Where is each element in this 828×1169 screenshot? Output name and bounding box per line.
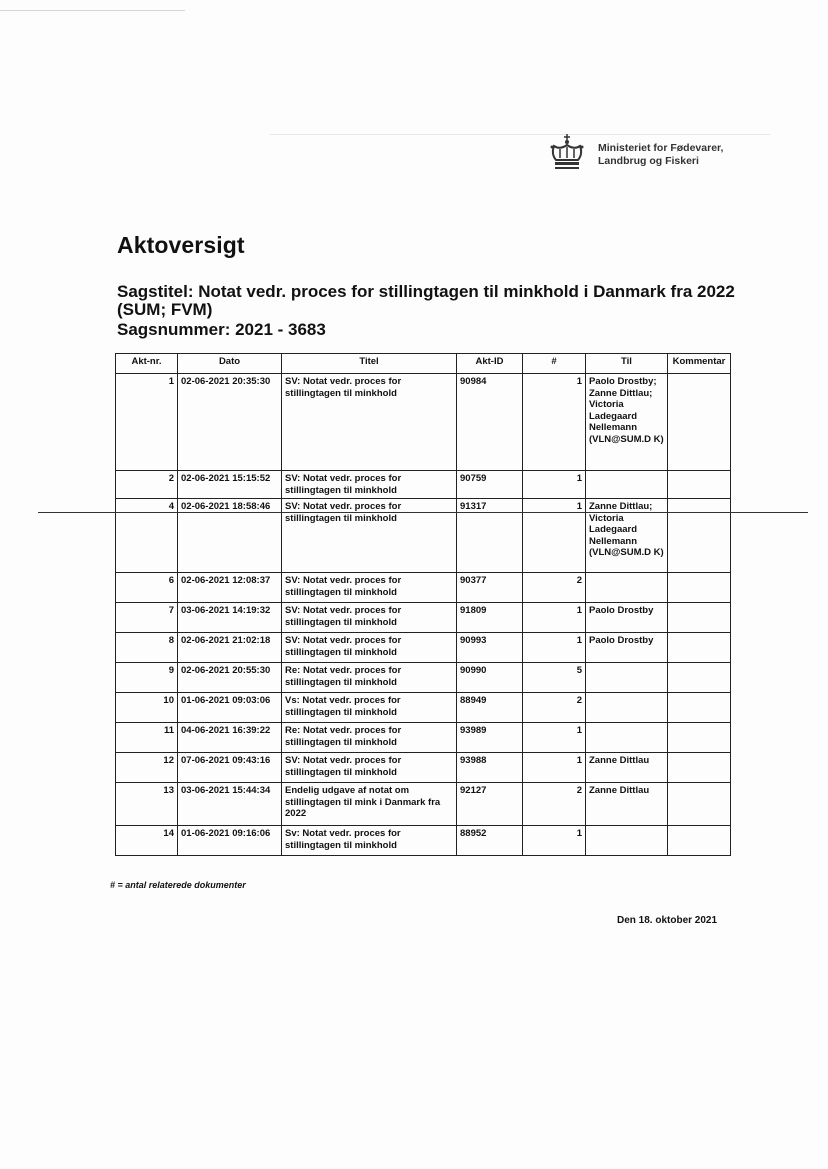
col-header-dato: Dato xyxy=(178,354,282,374)
cell-akt-nr: 8 xyxy=(116,633,178,663)
cell-kommentar xyxy=(668,723,731,753)
cell-akt-nr: 11 xyxy=(116,723,178,753)
cell-til: Zanne Dittlau xyxy=(586,783,668,826)
cell-dato: 02-06-2021 20:35:30 xyxy=(178,374,282,471)
cell-til xyxy=(586,471,668,499)
cell-antal: 1 xyxy=(523,633,586,663)
table-row xyxy=(116,499,731,573)
cell-akt-nr: 6 xyxy=(116,573,178,603)
cell-titel: SV: Notat vedr. proces for stillingtagen til minkhold xyxy=(282,603,457,633)
table-row xyxy=(116,471,731,499)
ministry-name xyxy=(598,142,723,168)
cell-titel: SV: Notat vedr. proces for stillingtagen til minkhold xyxy=(282,471,457,499)
cell-dato: 02-06-2021 20:55:30 xyxy=(178,663,282,693)
cell-kommentar xyxy=(668,374,731,471)
table-row xyxy=(116,633,731,663)
col-header-akt-nr: Akt-nr. xyxy=(116,354,178,374)
table-row xyxy=(116,603,731,633)
col-header-akt-id: Akt-ID xyxy=(457,354,523,374)
page-title: Aktoversigt xyxy=(117,232,245,258)
cell-antal: 1 xyxy=(523,753,586,783)
cell-akt-id: 90984 xyxy=(457,374,523,471)
cell-til xyxy=(586,723,668,753)
cell-til xyxy=(586,693,668,723)
cell-akt-nr: 4 xyxy=(116,499,178,573)
cell-kommentar xyxy=(668,499,731,573)
document-date: Den 18. oktober 2021 xyxy=(617,915,718,926)
acts-table xyxy=(115,353,731,856)
cell-dato: 04-06-2021 16:39:22 xyxy=(178,723,282,753)
cell-antal: 2 xyxy=(523,783,586,826)
cell-akt-id: 92127 xyxy=(457,783,523,826)
cell-kommentar xyxy=(668,603,731,633)
cell-akt-id: 90759 xyxy=(457,471,523,499)
cell-titel: Re: Notat vedr. proces for stillingtagen til minkhold xyxy=(282,723,457,753)
cell-titel: Re: Notat vedr. proces for stillingtagen til minkhold xyxy=(282,663,457,693)
col-header-til: Til xyxy=(586,354,668,374)
table-row xyxy=(116,753,731,783)
table-row xyxy=(116,723,731,753)
col-header-antal: # xyxy=(523,354,586,374)
cell-titel: SV: Notat vedr. proces for stillingtagen til minkhold xyxy=(282,374,457,471)
cell-akt-nr: 12 xyxy=(116,753,178,783)
table-row xyxy=(116,573,731,603)
cell-kommentar xyxy=(668,633,731,663)
cell-akt-nr: 9 xyxy=(116,663,178,693)
cell-akt-nr: 7 xyxy=(116,603,178,633)
ministry-line-2: Landbrug og Fiskeri xyxy=(598,155,699,167)
cell-dato: 02-06-2021 18:58:46 xyxy=(178,499,282,573)
cell-titel: SV: Notat vedr. proces for stillingtagen til minkhold xyxy=(282,499,457,573)
cell-dato: 02-06-2021 15:15:52 xyxy=(178,471,282,499)
cell-kommentar xyxy=(668,573,731,603)
case-number: Sagsnummer: 2021 - 3683 xyxy=(117,320,326,339)
cell-dato: 01-06-2021 09:16:06 xyxy=(178,826,282,856)
cell-akt-nr: 13 xyxy=(116,783,178,826)
cell-til: Paolo Drostby xyxy=(586,633,668,663)
cell-antal: 2 xyxy=(523,693,586,723)
cell-antal: 1 xyxy=(523,471,586,499)
cell-til xyxy=(586,573,668,603)
strikethrough-line xyxy=(38,512,808,513)
cell-akt-id: 90377 xyxy=(457,573,523,603)
cell-dato: 07-06-2021 09:43:16 xyxy=(178,753,282,783)
ministry-logo xyxy=(546,132,736,172)
ministry-line-1: Ministeriet for Fødevarer, xyxy=(598,142,724,154)
cell-til: Zanne Dittlau xyxy=(586,753,668,783)
table-row xyxy=(116,826,731,856)
crown-icon xyxy=(546,132,588,172)
cell-til xyxy=(586,663,668,693)
cell-akt-id: 90990 xyxy=(457,663,523,693)
cell-akt-id: 90993 xyxy=(457,633,523,663)
cell-kommentar xyxy=(668,753,731,783)
cell-akt-id: 93988 xyxy=(457,753,523,783)
col-header-kommentar: Kommentar xyxy=(668,354,731,374)
cell-titel: Endelig udgave af notat om stillingtagen til mink i Danmark fra 2022 xyxy=(282,783,457,826)
cell-akt-nr: 1 xyxy=(116,374,178,471)
cell-titel: SV: Notat vedr. proces for stillingtagen til minkhold xyxy=(282,633,457,663)
cell-titel: SV: Notat vedr. proces for stillingtagen til minkhold xyxy=(282,753,457,783)
table-row xyxy=(116,663,731,693)
cell-antal: 1 xyxy=(523,826,586,856)
cell-titel: Vs: Notat vedr. proces for stillingtagen til minkhold xyxy=(282,693,457,723)
cell-akt-nr: 14 xyxy=(116,826,178,856)
cell-kommentar xyxy=(668,826,731,856)
cell-akt-id: 88949 xyxy=(457,693,523,723)
cell-titel: SV: Notat vedr. proces for stillingtagen til minkhold xyxy=(282,573,457,603)
cell-kommentar xyxy=(668,783,731,826)
cell-antal: 5 xyxy=(523,663,586,693)
scan-artifact-line xyxy=(0,10,185,11)
cell-akt-nr: 2 xyxy=(116,471,178,499)
cell-til xyxy=(586,826,668,856)
cell-antal: 1 xyxy=(523,603,586,633)
footnote: # = antal relaterede dokumenter xyxy=(110,880,246,890)
table-row xyxy=(116,374,731,471)
cell-dato: 03-06-2021 14:19:32 xyxy=(178,603,282,633)
cell-antal: 1 xyxy=(523,723,586,753)
cell-dato: 02-06-2021 12:08:37 xyxy=(178,573,282,603)
cell-til: Paolo Drostby; Zanne Dittlau; Victoria Ladegaard Nellemann (VLN@SUM.D K) xyxy=(586,374,668,471)
cell-akt-id: 91809 xyxy=(457,603,523,633)
cell-akt-id: 91317 xyxy=(457,499,523,573)
table-row xyxy=(116,693,731,723)
cell-til: Zanne Dittlau; Victoria Ladegaard Nellemann (VLN@SUM.D K) xyxy=(586,499,668,573)
cell-til: Paolo Drostby xyxy=(586,603,668,633)
cell-akt-id: 93989 xyxy=(457,723,523,753)
cell-dato: 02-06-2021 21:02:18 xyxy=(178,633,282,663)
cell-antal: 1 xyxy=(523,499,586,573)
cell-kommentar xyxy=(668,693,731,723)
table-row xyxy=(116,783,731,826)
col-header-titel: Titel xyxy=(282,354,457,374)
case-title: Sagstitel: Notat vedr. proces for stillingtagen til minkhold i Danmark fra 2022 (SUM; FVM) xyxy=(117,282,735,319)
cell-titel: Sv: Notat vedr. proces for stillingtagen til minkhold xyxy=(282,826,457,856)
cell-kommentar xyxy=(668,471,731,499)
cell-kommentar xyxy=(668,663,731,693)
cell-akt-nr: 10 xyxy=(116,693,178,723)
cell-antal: 1 xyxy=(523,374,586,471)
cell-dato: 03-06-2021 15:44:34 xyxy=(178,783,282,826)
cell-dato: 01-06-2021 09:03:06 xyxy=(178,693,282,723)
cell-antal: 2 xyxy=(523,573,586,603)
cell-akt-id: 88952 xyxy=(457,826,523,856)
table-header-row xyxy=(116,354,731,374)
